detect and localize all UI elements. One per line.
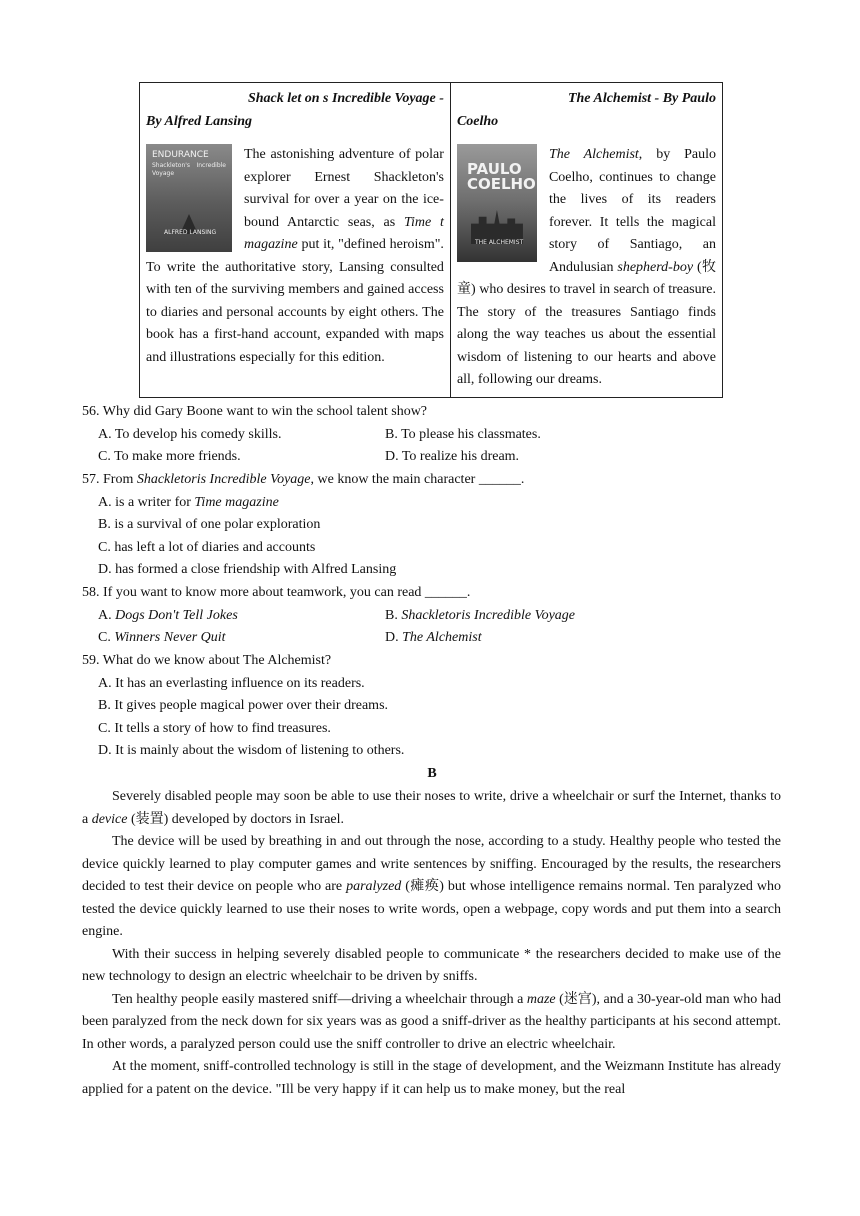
- option-a: A. It has an everlasting influence on its readers.: [98, 675, 365, 691]
- options-row: [82, 446, 782, 469]
- cover-subtitle: Shackleton's Incredible Voyage: [152, 162, 226, 177]
- paragraph: With their success in helping severely disabled people to communicate * the researchers decided to make use of the new technology to design an electric wheelchair to be driven by sniffs.: [82, 946, 781, 984]
- options-row: [82, 605, 782, 628]
- option-b: B. To please his classmates.: [385, 426, 541, 442]
- option-c: C. has left a lot of diaries and accounts: [98, 539, 316, 555]
- question-56: [82, 401, 782, 469]
- options-row: [82, 424, 782, 447]
- book-description: The astonishing adventure of polar explorer Ernest Shackleton's survival for over a year on the ice-bound Antarctic seas, as Time t magazine put it, "defined heroism". To write the authoritative story, Lansing consulted with ten of the surviving members and gained access to diaries and personal accounts by eight others. The book has a first-hand account, expanded with maps and illustrations especially for this edition.: [146, 147, 444, 365]
- book-title: The Alchemist - By Paulo: [567, 91, 716, 106]
- option-d: D. To realize his dream.: [385, 449, 520, 464]
- question-58: [82, 582, 782, 650]
- option-d: D. It is mainly about the wisdom of listening to others.: [98, 743, 405, 758]
- question-stem: 58. If you want to know more about teamwork, you can read ______.: [82, 585, 471, 600]
- book-description: The Alchemist, by Paulo Coelho, continues to change the lives of its readers forever. It tells the magical story of Santiago, an Andulusian shepherd-boy (牧童) who desires to travel in search of treasure. The story of the treasures Santiago finds along the way teaches us about the essential wisdom of listening to our hearts and above all, following our dreams.: [456, 147, 716, 387]
- cover-author: ALFRED LANSING: [164, 228, 217, 236]
- option-b: B. It gives people magical power over their dreams.: [98, 698, 389, 713]
- book-table: [139, 82, 723, 398]
- option-c: C. To make more friends.: [98, 449, 241, 464]
- cover-title: PAULO COELHO: [466, 160, 536, 193]
- option-d: D. The Alchemist: [385, 630, 482, 645]
- book-cover-image: [146, 144, 232, 252]
- question-stem: 57. From Shackletoris Incredible Voyage, we know the main character ______.: [82, 472, 525, 487]
- passage-b: [82, 786, 781, 1101]
- option-a: A. is a writer for Time magazine: [98, 494, 279, 510]
- paragraph: Severely disabled people may soon be able to use their noses to write, drive a wheelchair or surf the Internet, thanks to a device (装置) developed by doctors in Israel.: [82, 789, 781, 827]
- book-cover-image: [457, 144, 537, 262]
- question-57: [82, 469, 782, 582]
- paragraph: At the moment, sniff-controlled technology is still in the stage of development, and the Weizmann Institute has already applied for a patent on the device. "Ill be very happy if it can help us to make money, but the real: [82, 1059, 781, 1097]
- book-cell-alchemist: [451, 83, 722, 397]
- paragraph: Ten healthy people easily mastered sniff—driving a wheelchair through a maze (迷宫), and a 30-year-old man who had been paralyzed from the neck down for six years was as good a sniff-driver as the healthy participants at his second attempt. In other words, a paralyzed person could use the sniff controller to drive an electric wheelchair.: [82, 991, 781, 1052]
- cover-title: ENDURANCE: [152, 150, 209, 160]
- book-cell-endurance: [140, 83, 451, 397]
- option-c: C. It tells a story of how to find treasures.: [98, 720, 331, 736]
- book-title: Shack let on s Incredible Voyage -: [247, 91, 444, 106]
- option-a: A. To develop his comedy skills.: [98, 426, 282, 442]
- paragraph: The device will be used by breathing in and out through the nose, according to a study. Healthy people who tested the device quickly learned to play computer games and write sentences by sniffing. Encouraged by the results, the researchers decided to test their device on people who are paralyzed (瘫痪) but whose intelligence remains normal. Ten paralyzed who tested the device quickly learned to use their noses to write words, open a webpage, copy words and put them into a search engine.: [82, 834, 781, 939]
- question-stem: 59. What do we know about The Alchemist?: [82, 653, 332, 668]
- option-b: B. Shackletoris Incredible Voyage: [385, 607, 575, 623]
- option-b: B. is a survival of one polar exploration: [98, 517, 321, 532]
- option-c: C. Winners Never Quit: [98, 630, 226, 645]
- book-author: By Alfred Lansing: [146, 113, 253, 129]
- option-d: D. has formed a close friendship with Alfred Lansing: [98, 562, 397, 577]
- book-author: Coelho: [456, 113, 499, 129]
- section-heading: B: [427, 766, 437, 781]
- option-a: A. Dogs Don't Tell Jokes: [98, 607, 238, 623]
- question-59: [82, 650, 782, 763]
- question-stem: 56. Why did Gary Boone want to win the school talent show?: [82, 404, 428, 419]
- options-row: [82, 627, 782, 650]
- cover-author: THE ALCHEMIST: [474, 238, 524, 246]
